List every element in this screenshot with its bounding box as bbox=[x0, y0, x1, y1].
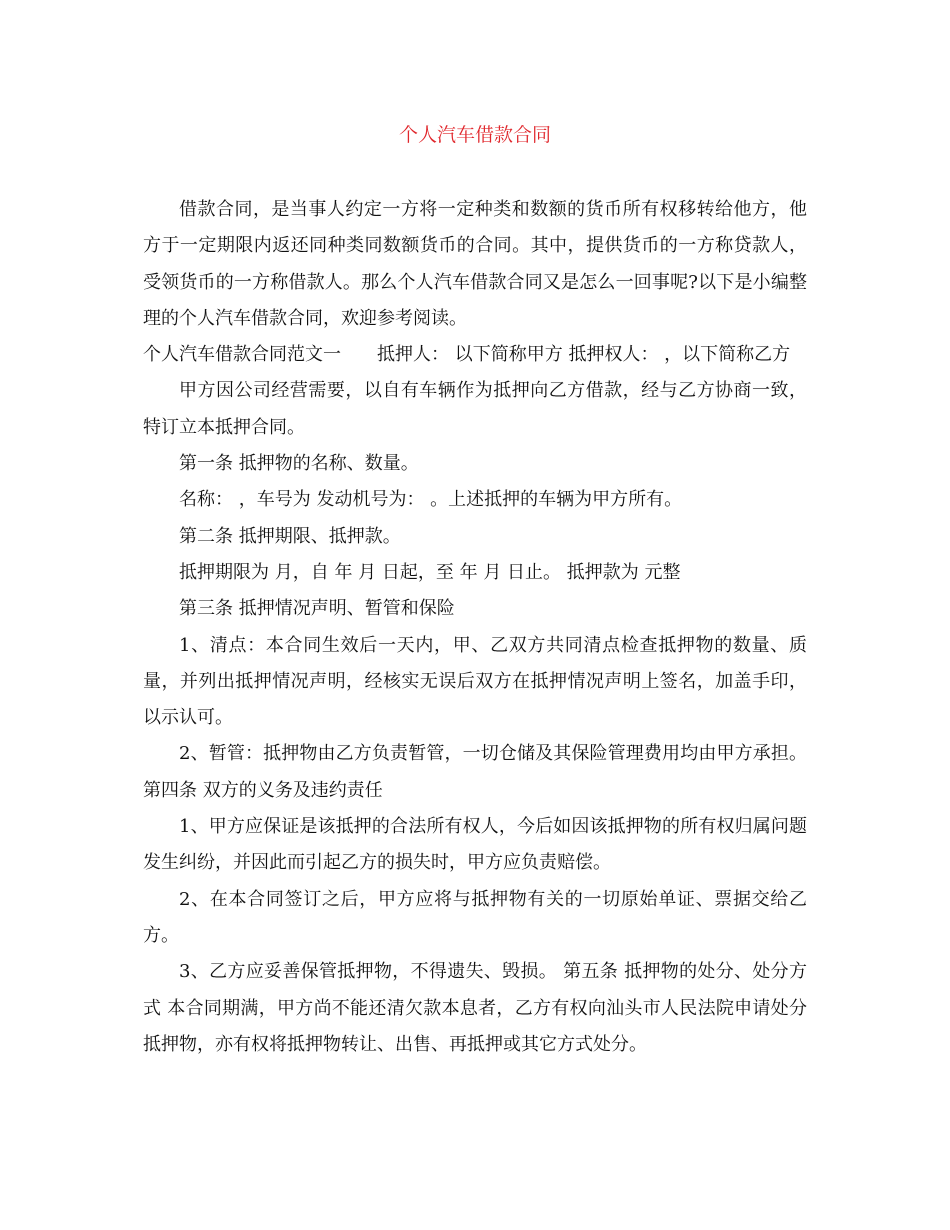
article-3-clause-1: 1、清点：本合同生效后一天内，甲、乙双方共同清点检查抵押物的数量、质量，并列出抵押情况声明，经核实无误后双方在抵押情况声明上签名，加盖手印，以示认可。 bbox=[143, 634, 807, 729]
document-body bbox=[143, 192, 807, 1063]
article-1-heading: 第一条 抵押物的名称、数量。 bbox=[179, 453, 419, 475]
article-3-heading: 第三条 抵押情况声明、暂管和保险 bbox=[179, 598, 455, 620]
purpose-paragraph: 甲方因公司经营需要，以自有车辆作为抵押向乙方借款，经与乙方协商一致，特订立本抵押合同。 bbox=[143, 380, 807, 438]
article-1-content: 名称： ，车号为 发动机号为： 。上述抵押的车辆为甲方所有。 bbox=[179, 489, 683, 511]
article-4-clause-3: 3、乙方应妥善保管抵押物，不得遗失、毁损。 第五条 抵押物的处分、处分方式 本合同期满，甲方尚不能还清欠款本息者，乙方有权向汕头市人民法院申请处分抵押物，亦有权将抵押物转让、出售、再抵押或其它方式处分。 bbox=[143, 961, 807, 1055]
contract-heading-paragraph: 个人汽车借款合同范文一 抵押人： 以下简称甲方 抵押权人： ，以下简称乙方 bbox=[143, 344, 791, 366]
article-4-clause-2: 2、在本合同签订之后，甲方应将与抵押物有关的一切原始单证、票据交给乙方。 bbox=[143, 888, 807, 946]
article-4-clause-1: 1、甲方应保证是该抵押的合法所有权人，今后如因该抵押物的所有权归属问题发生纠纷，并因此而引起乙方的损失时，甲方应负责赔偿。 bbox=[143, 816, 807, 874]
intro-paragraph: 借款合同，是当事人约定一方将一定种类和数额的货币所有权移转给他方，他方于一定期限内返还同种类同数额货币的合同。其中，提供货币的一方称贷款人，受领货币的一方称借款人。那么个人汽车借款合同又是怎么一回事呢?以下是小编整理的个人汽车借款合同，欢迎参考阅读。 bbox=[143, 199, 807, 329]
article-2-content: 抵押期限为 月，自 年 月 日起，至 年 月 日止。 抵押款为 元整 bbox=[179, 561, 681, 583]
article-3-clause-2: 2、暂管：抵押物由乙方负责暂管，一切仓储及其保险管理费用均由甲方承担。 第四条 双方的义务及违约责任 bbox=[143, 743, 807, 801]
document-title: 个人汽车借款合同 bbox=[398, 124, 551, 146]
article-2-heading: 第二条 抵押期限、抵押款。 bbox=[179, 525, 401, 547]
